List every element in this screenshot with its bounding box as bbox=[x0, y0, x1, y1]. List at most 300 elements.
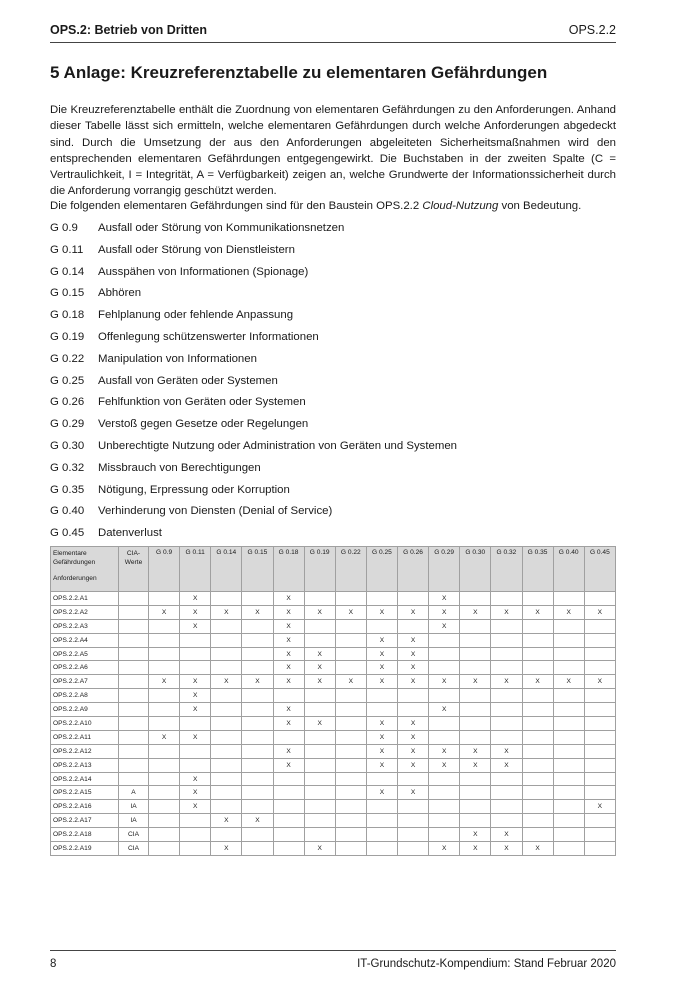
mapping-cell: X bbox=[398, 786, 429, 800]
mapping-cell bbox=[335, 842, 366, 856]
mapping-cell: X bbox=[242, 814, 273, 828]
threat-code: G 0.40 bbox=[50, 505, 85, 518]
requirement-id: OPS.2.2.A16 bbox=[51, 800, 119, 814]
mapping-cell: X bbox=[366, 661, 397, 675]
mapping-cell: X bbox=[429, 703, 460, 717]
mapping-cell: X bbox=[304, 675, 335, 689]
mapping-cell bbox=[491, 814, 522, 828]
mapping-cell bbox=[429, 828, 460, 842]
mapping-cell bbox=[304, 800, 335, 814]
mapping-cell bbox=[211, 633, 242, 647]
mapping-cell bbox=[460, 661, 491, 675]
mapping-cell: X bbox=[273, 592, 304, 606]
mapping-cell: X bbox=[180, 605, 211, 619]
mapping-cell bbox=[553, 828, 584, 842]
column-header: G 0.11 bbox=[180, 547, 211, 592]
table-row bbox=[51, 758, 616, 772]
mapping-cell bbox=[429, 661, 460, 675]
threat-name: Verhinderung von Diensten (Denial of Service) bbox=[98, 505, 333, 518]
table-row bbox=[51, 730, 616, 744]
mapping-cell: X bbox=[366, 605, 397, 619]
mapping-cell: X bbox=[273, 703, 304, 717]
mapping-cell bbox=[273, 828, 304, 842]
mapping-cell: X bbox=[429, 842, 460, 856]
mapping-cell bbox=[584, 814, 615, 828]
section-title: 5 Anlage: Kreuzreferenztabelle zu elementaren Gefährdungen bbox=[50, 63, 548, 82]
column-header: G 0.15 bbox=[242, 547, 273, 592]
column-header: G 0.18 bbox=[273, 547, 304, 592]
mapping-cell bbox=[491, 703, 522, 717]
footer-edition: IT-Grundschutz-Kompendium: Stand Februar 2020 bbox=[357, 958, 616, 970]
mapping-cell bbox=[553, 730, 584, 744]
mapping-cell bbox=[553, 689, 584, 703]
mapping-cell bbox=[273, 814, 304, 828]
threat-name: Missbrauch von Berechtigungen bbox=[98, 461, 261, 474]
mapping-cell bbox=[584, 592, 615, 606]
mapping-cell: X bbox=[149, 605, 180, 619]
mapping-cell bbox=[335, 689, 366, 703]
mapping-cell: X bbox=[398, 717, 429, 731]
page-footer bbox=[50, 950, 616, 973]
header-module-id: OPS.2.2 bbox=[568, 23, 616, 37]
mapping-cell: X bbox=[398, 758, 429, 772]
mapping-cell bbox=[553, 647, 584, 661]
mapping-cell bbox=[522, 744, 553, 758]
mapping-cell bbox=[304, 619, 335, 633]
column-header: G 0.30 bbox=[460, 547, 491, 592]
mapping-cell bbox=[491, 633, 522, 647]
mapping-cell bbox=[242, 786, 273, 800]
requirement-id: OPS.2.2.A9 bbox=[51, 703, 119, 717]
mapping-cell bbox=[211, 661, 242, 675]
table-row bbox=[51, 744, 616, 758]
table-row bbox=[51, 703, 616, 717]
mapping-cell bbox=[429, 814, 460, 828]
cia-value bbox=[119, 633, 149, 647]
mapping-cell: X bbox=[149, 730, 180, 744]
mapping-cell bbox=[211, 800, 242, 814]
mapping-cell bbox=[522, 689, 553, 703]
mapping-cell bbox=[304, 730, 335, 744]
mapping-cell: X bbox=[460, 744, 491, 758]
requirement-id: OPS.2.2.A1 bbox=[51, 592, 119, 606]
requirement-id: OPS.2.2.A8 bbox=[51, 689, 119, 703]
mapping-cell: X bbox=[180, 786, 211, 800]
threat-name: Nötigung, Erpressung oder Korruption bbox=[98, 483, 290, 496]
mapping-cell: X bbox=[460, 605, 491, 619]
mapping-cell: X bbox=[273, 675, 304, 689]
mapping-cell: X bbox=[366, 730, 397, 744]
table-row bbox=[51, 842, 616, 856]
header-module-title: OPS.2: Betrieb von Dritten bbox=[50, 23, 207, 37]
mapping-cell: X bbox=[180, 800, 211, 814]
mapping-cell: X bbox=[491, 675, 522, 689]
mapping-cell bbox=[522, 619, 553, 633]
mapping-cell bbox=[242, 619, 273, 633]
threat-name: Verstoß gegen Gesetze oder Regelungen bbox=[98, 418, 309, 431]
mapping-cell: X bbox=[273, 744, 304, 758]
mapping-cell bbox=[304, 744, 335, 758]
mapping-cell bbox=[491, 800, 522, 814]
threat-name: Unberechtigte Nutzung oder Administration von Geräten und Systemen bbox=[98, 439, 458, 452]
cia-value: CIA bbox=[119, 828, 149, 842]
column-header: G 0.22 bbox=[335, 547, 366, 592]
mapping-cell bbox=[335, 744, 366, 758]
mapping-cell: X bbox=[429, 744, 460, 758]
mapping-cell bbox=[149, 800, 180, 814]
mapping-cell: X bbox=[429, 605, 460, 619]
column-header: G 0.45 bbox=[584, 547, 615, 592]
mapping-cell bbox=[429, 689, 460, 703]
mapping-cell bbox=[211, 758, 242, 772]
threat-name: Manipulation von Informationen bbox=[98, 352, 257, 365]
mapping-cell: X bbox=[491, 605, 522, 619]
table-row bbox=[51, 675, 616, 689]
page-number: 8 bbox=[50, 958, 57, 970]
requirement-id: OPS.2.2.A5 bbox=[51, 647, 119, 661]
mapping-cell: X bbox=[522, 605, 553, 619]
column-header: G 0.26 bbox=[398, 547, 429, 592]
mapping-cell bbox=[149, 758, 180, 772]
mapping-cell bbox=[522, 772, 553, 786]
mapping-cell bbox=[211, 592, 242, 606]
mapping-cell bbox=[460, 703, 491, 717]
module-name-emphasis: Cloud-Nutzung bbox=[422, 200, 499, 212]
mapping-cell bbox=[211, 786, 242, 800]
mapping-cell: X bbox=[304, 661, 335, 675]
column-header: G 0.32 bbox=[491, 547, 522, 592]
table-row bbox=[51, 605, 616, 619]
mapping-cell bbox=[149, 592, 180, 606]
threat-code: G 0.14 bbox=[50, 265, 85, 278]
mapping-cell bbox=[429, 786, 460, 800]
requirement-id: OPS.2.2.A10 bbox=[51, 717, 119, 731]
threat-code: G 0.35 bbox=[50, 483, 85, 496]
mapping-cell bbox=[460, 689, 491, 703]
mapping-cell bbox=[460, 592, 491, 606]
corner-header-threats: Elementare Gefährdungen bbox=[53, 550, 96, 566]
cross-reference-table bbox=[50, 546, 616, 856]
mapping-cell bbox=[149, 814, 180, 828]
mapping-cell: X bbox=[460, 828, 491, 842]
mapping-cell bbox=[211, 744, 242, 758]
mapping-cell bbox=[149, 744, 180, 758]
mapping-cell: X bbox=[180, 689, 211, 703]
mapping-cell bbox=[335, 647, 366, 661]
mapping-cell bbox=[584, 730, 615, 744]
mapping-cell bbox=[584, 689, 615, 703]
mapping-cell bbox=[584, 647, 615, 661]
mapping-cell bbox=[242, 800, 273, 814]
mapping-cell: X bbox=[304, 605, 335, 619]
mapping-cell: X bbox=[180, 772, 211, 786]
mapping-cell bbox=[273, 730, 304, 744]
mapping-cell bbox=[273, 689, 304, 703]
mapping-cell bbox=[273, 772, 304, 786]
mapping-cell bbox=[180, 828, 211, 842]
mapping-cell bbox=[553, 786, 584, 800]
table-row bbox=[51, 647, 616, 661]
mapping-cell bbox=[460, 730, 491, 744]
mapping-cell: X bbox=[335, 675, 366, 689]
threat-code: G 0.9 bbox=[50, 222, 78, 234]
mapping-cell bbox=[584, 842, 615, 856]
mapping-cell bbox=[335, 703, 366, 717]
mapping-cell: X bbox=[584, 800, 615, 814]
mapping-cell bbox=[429, 647, 460, 661]
mapping-cell bbox=[584, 717, 615, 731]
page-header bbox=[50, 22, 616, 43]
cia-value bbox=[119, 619, 149, 633]
mapping-cell bbox=[429, 717, 460, 731]
mapping-cell bbox=[180, 758, 211, 772]
mapping-cell bbox=[335, 730, 366, 744]
mapping-cell bbox=[366, 703, 397, 717]
cia-value bbox=[119, 661, 149, 675]
mapping-cell: X bbox=[242, 605, 273, 619]
threat-code: G 0.15 bbox=[50, 287, 85, 300]
mapping-cell bbox=[149, 647, 180, 661]
mapping-cell bbox=[460, 619, 491, 633]
mapping-cell bbox=[584, 772, 615, 786]
mapping-cell bbox=[304, 592, 335, 606]
mapping-cell bbox=[398, 842, 429, 856]
mapping-cell: X bbox=[522, 675, 553, 689]
mapping-cell: X bbox=[180, 730, 211, 744]
mapping-cell bbox=[460, 814, 491, 828]
table-header-row bbox=[51, 547, 616, 592]
mapping-cell bbox=[398, 689, 429, 703]
mapping-cell bbox=[211, 717, 242, 731]
mapping-cell: X bbox=[429, 619, 460, 633]
mapping-cell: X bbox=[211, 605, 242, 619]
mapping-cell bbox=[366, 619, 397, 633]
mapping-cell bbox=[304, 772, 335, 786]
mapping-cell: X bbox=[522, 842, 553, 856]
mapping-cell: X bbox=[398, 744, 429, 758]
table-row bbox=[51, 619, 616, 633]
mapping-cell bbox=[491, 619, 522, 633]
requirement-id: OPS.2.2.A4 bbox=[51, 633, 119, 647]
mapping-cell bbox=[180, 842, 211, 856]
mapping-cell bbox=[553, 717, 584, 731]
mapping-cell bbox=[211, 647, 242, 661]
table-row bbox=[51, 717, 616, 731]
mapping-cell: X bbox=[398, 633, 429, 647]
mapping-cell bbox=[149, 661, 180, 675]
mapping-cell bbox=[522, 828, 553, 842]
threat-code: G 0.11 bbox=[50, 243, 84, 256]
mapping-cell bbox=[242, 758, 273, 772]
column-header: G 0.40 bbox=[553, 547, 584, 592]
table-row bbox=[51, 592, 616, 606]
mapping-cell: X bbox=[429, 675, 460, 689]
mapping-cell bbox=[335, 814, 366, 828]
column-header: G 0.25 bbox=[366, 547, 397, 592]
mapping-cell bbox=[273, 800, 304, 814]
corner-header-cell bbox=[51, 547, 119, 592]
mapping-cell: X bbox=[366, 786, 397, 800]
mapping-cell bbox=[584, 633, 615, 647]
mapping-cell bbox=[398, 703, 429, 717]
requirement-id: OPS.2.2.A19 bbox=[51, 842, 119, 856]
mapping-cell bbox=[335, 592, 366, 606]
mapping-cell bbox=[491, 661, 522, 675]
mapping-cell: X bbox=[429, 592, 460, 606]
threat-name: Datenverlust bbox=[98, 527, 162, 540]
threat-code: G 0.19 bbox=[50, 330, 85, 343]
mapping-cell bbox=[429, 730, 460, 744]
mapping-cell: X bbox=[273, 661, 304, 675]
mapping-cell bbox=[522, 661, 553, 675]
threat-name: Ausspähen von Informationen (Spionage) bbox=[98, 265, 309, 278]
mapping-cell: X bbox=[273, 717, 304, 731]
requirement-id: OPS.2.2.A3 bbox=[51, 619, 119, 633]
mapping-cell bbox=[522, 647, 553, 661]
mapping-cell bbox=[429, 633, 460, 647]
table-row bbox=[51, 661, 616, 675]
mapping-cell bbox=[335, 828, 366, 842]
mapping-cell bbox=[149, 842, 180, 856]
mapping-cell bbox=[491, 717, 522, 731]
column-header: G 0.35 bbox=[522, 547, 553, 592]
mapping-cell bbox=[429, 772, 460, 786]
threat-name: Abhören bbox=[98, 287, 142, 300]
mapping-cell bbox=[211, 689, 242, 703]
mapping-cell: X bbox=[553, 605, 584, 619]
mapping-cell bbox=[584, 661, 615, 675]
mapping-cell: X bbox=[553, 675, 584, 689]
mapping-cell: X bbox=[366, 675, 397, 689]
mapping-cell: X bbox=[335, 605, 366, 619]
mapping-cell bbox=[398, 592, 429, 606]
cia-value bbox=[119, 647, 149, 661]
cia-value bbox=[119, 772, 149, 786]
mapping-cell bbox=[242, 717, 273, 731]
table-body bbox=[51, 592, 616, 856]
mapping-cell bbox=[149, 717, 180, 731]
requirement-id: OPS.2.2.A13 bbox=[51, 758, 119, 772]
mapping-cell bbox=[242, 689, 273, 703]
mapping-cell bbox=[522, 717, 553, 731]
mapping-cell bbox=[366, 592, 397, 606]
mapping-cell bbox=[460, 800, 491, 814]
table-row bbox=[51, 689, 616, 703]
mapping-cell bbox=[491, 786, 522, 800]
mapping-cell: X bbox=[584, 605, 615, 619]
mapping-cell bbox=[304, 703, 335, 717]
column-header: G 0.19 bbox=[304, 547, 335, 592]
mapping-cell bbox=[335, 717, 366, 731]
column-header: G 0.14 bbox=[211, 547, 242, 592]
mapping-cell bbox=[553, 758, 584, 772]
mapping-cell: X bbox=[149, 675, 180, 689]
mapping-cell bbox=[242, 661, 273, 675]
mapping-cell bbox=[149, 633, 180, 647]
mapping-cell bbox=[460, 633, 491, 647]
mapping-cell bbox=[180, 717, 211, 731]
intro-paragraph: Die Kreuzreferenztabelle enthält die Zuordnung von elementaren Gefährdungen zu den Anforderungen. Anhand dieser Tabelle lässt sich ermitteln, welche elementaren Gefährdungen durch welche Anforderungen abgedeckt sind. Durch die Umsetzung der aus den Anforderungen abgeleiteten Sicherheitsmaßnahmen wird den entsprechenden elementaren Gefährdungen entgegengewirkt. Die Buchstaben in der zweiten Spalte (C = Vertraulichkeit, I = Integrität, A = Verfügbarkeit) zeigen an, welche Grundwerte der Informationssicherheit durch die Anforderung vorrangig geschützt werden. bbox=[50, 104, 616, 198]
cia-value bbox=[119, 605, 149, 619]
mapping-cell bbox=[366, 800, 397, 814]
mapping-cell bbox=[522, 800, 553, 814]
mapping-cell bbox=[149, 828, 180, 842]
mapping-cell bbox=[491, 689, 522, 703]
mapping-cell bbox=[553, 592, 584, 606]
mapping-cell bbox=[335, 758, 366, 772]
mapping-cell bbox=[242, 842, 273, 856]
mapping-cell bbox=[366, 689, 397, 703]
mapping-cell: X bbox=[211, 814, 242, 828]
mapping-cell bbox=[553, 703, 584, 717]
mapping-cell bbox=[149, 689, 180, 703]
cia-value: IA bbox=[119, 800, 149, 814]
mapping-cell: X bbox=[366, 717, 397, 731]
mapping-cell bbox=[211, 619, 242, 633]
mapping-cell: X bbox=[304, 647, 335, 661]
mapping-cell: X bbox=[180, 703, 211, 717]
mapping-cell bbox=[304, 758, 335, 772]
mapping-cell: X bbox=[180, 592, 211, 606]
mapping-cell: X bbox=[460, 842, 491, 856]
mapping-cell: X bbox=[273, 605, 304, 619]
mapping-cell: X bbox=[273, 633, 304, 647]
mapping-cell bbox=[273, 842, 304, 856]
cia-value bbox=[119, 675, 149, 689]
mapping-cell bbox=[522, 786, 553, 800]
threat-code: G 0.29 bbox=[50, 418, 85, 431]
cia-value bbox=[119, 730, 149, 744]
mapping-cell: X bbox=[366, 633, 397, 647]
mapping-cell: X bbox=[398, 647, 429, 661]
requirement-id: OPS.2.2.A18 bbox=[51, 828, 119, 842]
mapping-cell bbox=[335, 800, 366, 814]
threat-code: G 0.25 bbox=[50, 374, 85, 387]
mapping-cell bbox=[366, 828, 397, 842]
mapping-cell: X bbox=[460, 758, 491, 772]
threat-code: G 0.18 bbox=[50, 309, 85, 322]
mapping-cell bbox=[180, 814, 211, 828]
mapping-cell bbox=[242, 828, 273, 842]
mapping-cell bbox=[242, 772, 273, 786]
mapping-cell bbox=[460, 717, 491, 731]
mapping-cell: X bbox=[491, 842, 522, 856]
table-row bbox=[51, 800, 616, 814]
mapping-cell bbox=[553, 772, 584, 786]
mapping-cell bbox=[553, 842, 584, 856]
mapping-cell bbox=[304, 828, 335, 842]
relevance-text-after: von Bedeutung. bbox=[498, 200, 582, 212]
mapping-cell: X bbox=[211, 842, 242, 856]
mapping-cell: X bbox=[180, 675, 211, 689]
mapping-cell bbox=[180, 661, 211, 675]
mapping-cell bbox=[398, 772, 429, 786]
mapping-cell bbox=[149, 786, 180, 800]
cia-value bbox=[119, 592, 149, 606]
threat-code: G 0.32 bbox=[50, 461, 85, 474]
threat-code: G 0.26 bbox=[50, 396, 85, 409]
mapping-cell bbox=[398, 814, 429, 828]
cia-value bbox=[119, 758, 149, 772]
mapping-cell bbox=[522, 758, 553, 772]
mapping-cell bbox=[584, 744, 615, 758]
mapping-cell bbox=[149, 772, 180, 786]
mapping-cell bbox=[584, 786, 615, 800]
corner-header-requirements: Anforderungen bbox=[53, 575, 97, 582]
requirement-id: OPS.2.2.A14 bbox=[51, 772, 119, 786]
mapping-cell bbox=[460, 786, 491, 800]
requirement-id: OPS.2.2.A2 bbox=[51, 605, 119, 619]
